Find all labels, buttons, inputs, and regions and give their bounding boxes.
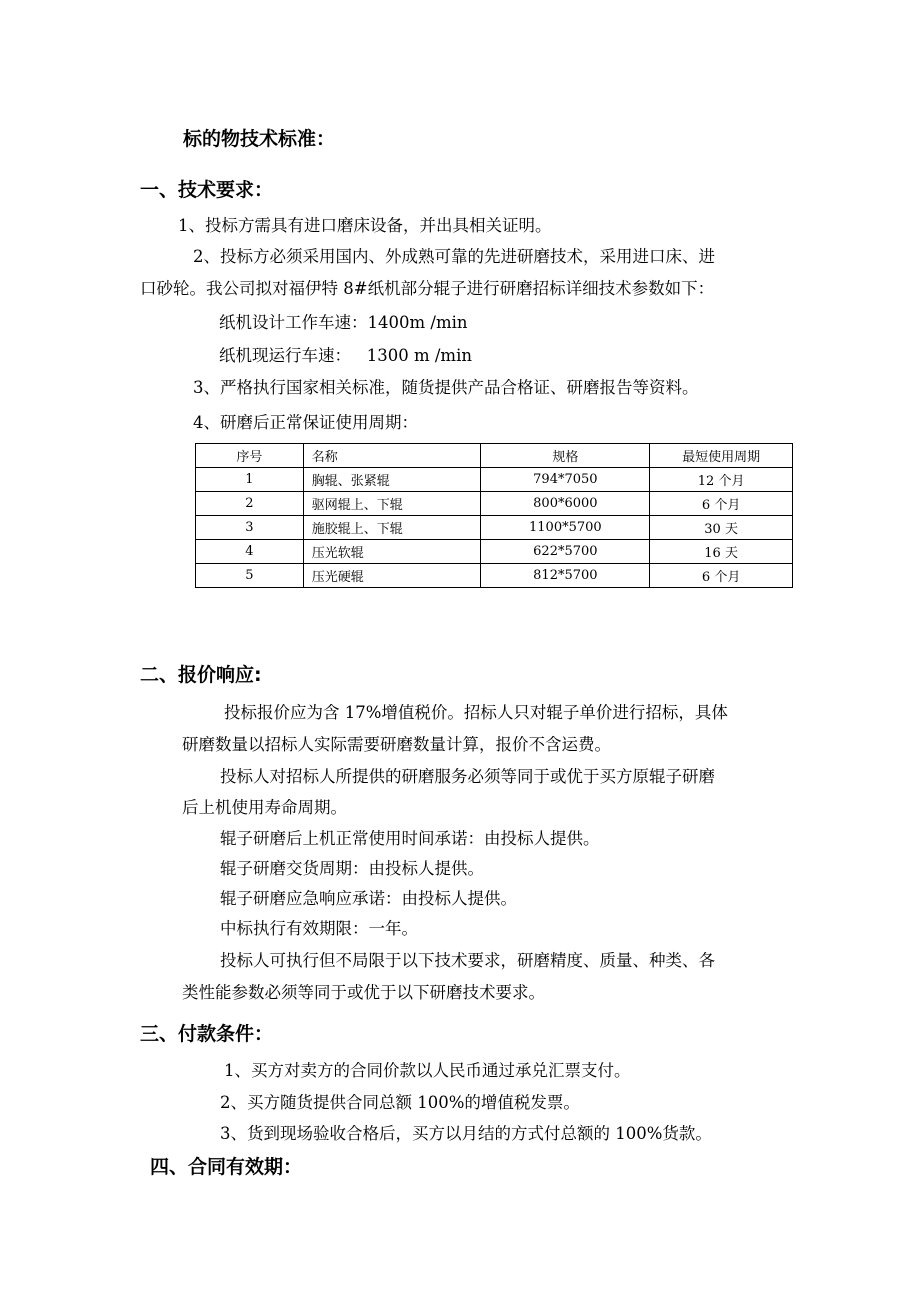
s1-current-speed: 纸机现运行车速： 1300 m /min (219, 346, 472, 365)
s2-para-3: 辊子研磨后上机正常使用时间承诺：由投标人提供。 (220, 829, 600, 848)
document-title: 标的物技术标准： (183, 128, 336, 150)
table-cell: 1 (196, 468, 304, 492)
s2-para-1-line-1: 投标报价应为含 17%增值税价。招标人只对辊子单价进行招标，具体 (224, 703, 728, 722)
table-cell: 1100*5700 (481, 516, 650, 540)
s2-para-7-line-1: 投标人可执行但不局限于以下技术要求，研磨精度、质量、种类、各 (220, 951, 715, 970)
s1-item-2-line-2: 口砂轮。我公司拟对福伊特 8#纸机部分辊子进行研磨招标详细技术参数如下： (140, 279, 715, 298)
table-header-cell: 规格 (481, 444, 650, 468)
table-cell: 6 个月 (650, 492, 793, 516)
table-cell: 6 个月 (650, 564, 793, 588)
s2-para-2-line-1: 投标人对招标人所提供的研磨服务必须等同于或优于买方原辊子研磨 (220, 767, 715, 786)
s3-item-1: 1、买方对卖方的合同价款以人民币通过承兑汇票支付。 (224, 1061, 631, 1080)
table-cell: 812*5700 (481, 564, 650, 588)
s2-para-6: 中标执行有效期限：一年。 (220, 919, 418, 938)
s2-para-4: 辊子研磨交货周期：由投标人提供。 (220, 859, 484, 878)
table-header-row (196, 444, 793, 468)
table-cell: 3 (196, 516, 304, 540)
s1-design-speed: 纸机设计工作车速：1400m /min (219, 313, 468, 332)
s1-item-1: 1、投标方需具有进口磨床设备，并出具相关证明。 (178, 216, 552, 235)
section-3-heading: 三、付款条件： (140, 1023, 274, 1045)
table-cell: 622*5700 (481, 540, 650, 564)
table-cell: 胸辊、张紧辊 (303, 468, 481, 492)
section-2-heading: 二、报价响应: (140, 664, 262, 686)
table-row (196, 564, 793, 588)
table-cell: 施胶辊上、下辊 (303, 516, 481, 540)
table-cell: 16 天 (650, 540, 793, 564)
table-cell: 5 (196, 564, 304, 588)
s2-para-7-line-2: 类性能参数必须等同于或优于以下研磨技术要求。 (182, 983, 545, 1002)
table-cell: 794*7050 (481, 468, 650, 492)
s1-item-4: 4、研磨后正常保证使用周期： (193, 413, 418, 432)
table-cell: 800*6000 (481, 492, 650, 516)
table-cell: 30 天 (650, 516, 793, 540)
roller-spec-table (195, 443, 793, 588)
s3-item-3: 3、货到现场验收合格后，买方以月结的方式付总额的 100%货款。 (220, 1124, 712, 1143)
table-cell: 驱网辊上、下辊 (303, 492, 481, 516)
s1-item-2-line-1: 2、投标方必须采用国内、外成熟可靠的先进研磨技术，采用进口床、进 (193, 247, 715, 266)
table-cell: 压光硬辊 (303, 564, 481, 588)
s2-para-1-line-2: 研磨数量以招标人实际需要研磨数量计算，报价不含运费。 (182, 735, 611, 754)
table-cell: 12 个月 (650, 468, 793, 492)
table-header-cell: 名称 (303, 444, 481, 468)
table-row (196, 492, 793, 516)
s3-item-2: 2、买方随货提供合同总额 100%的增值税发票。 (220, 1093, 580, 1112)
table-row (196, 468, 793, 492)
table-cell: 2 (196, 492, 304, 516)
table-header-cell: 最短使用周期 (650, 444, 793, 468)
section-4-heading: 四、合同有效期： (150, 1156, 303, 1178)
section-1-heading: 一、技术要求： (140, 179, 274, 201)
table-row (196, 540, 793, 564)
table-row (196, 516, 793, 540)
s1-item-3: 3、严格执行国家相关标准，随货提供产品合格证、研磨报告等资料。 (193, 378, 699, 397)
s2-para-2-line-2: 后上机使用寿命周期。 (182, 798, 347, 817)
table-cell: 4 (196, 540, 304, 564)
table-header-cell: 序号 (196, 444, 304, 468)
s2-para-5: 辊子研磨应急响应承诺：由投标人提供。 (220, 889, 517, 908)
table-cell: 压光软辊 (303, 540, 481, 564)
